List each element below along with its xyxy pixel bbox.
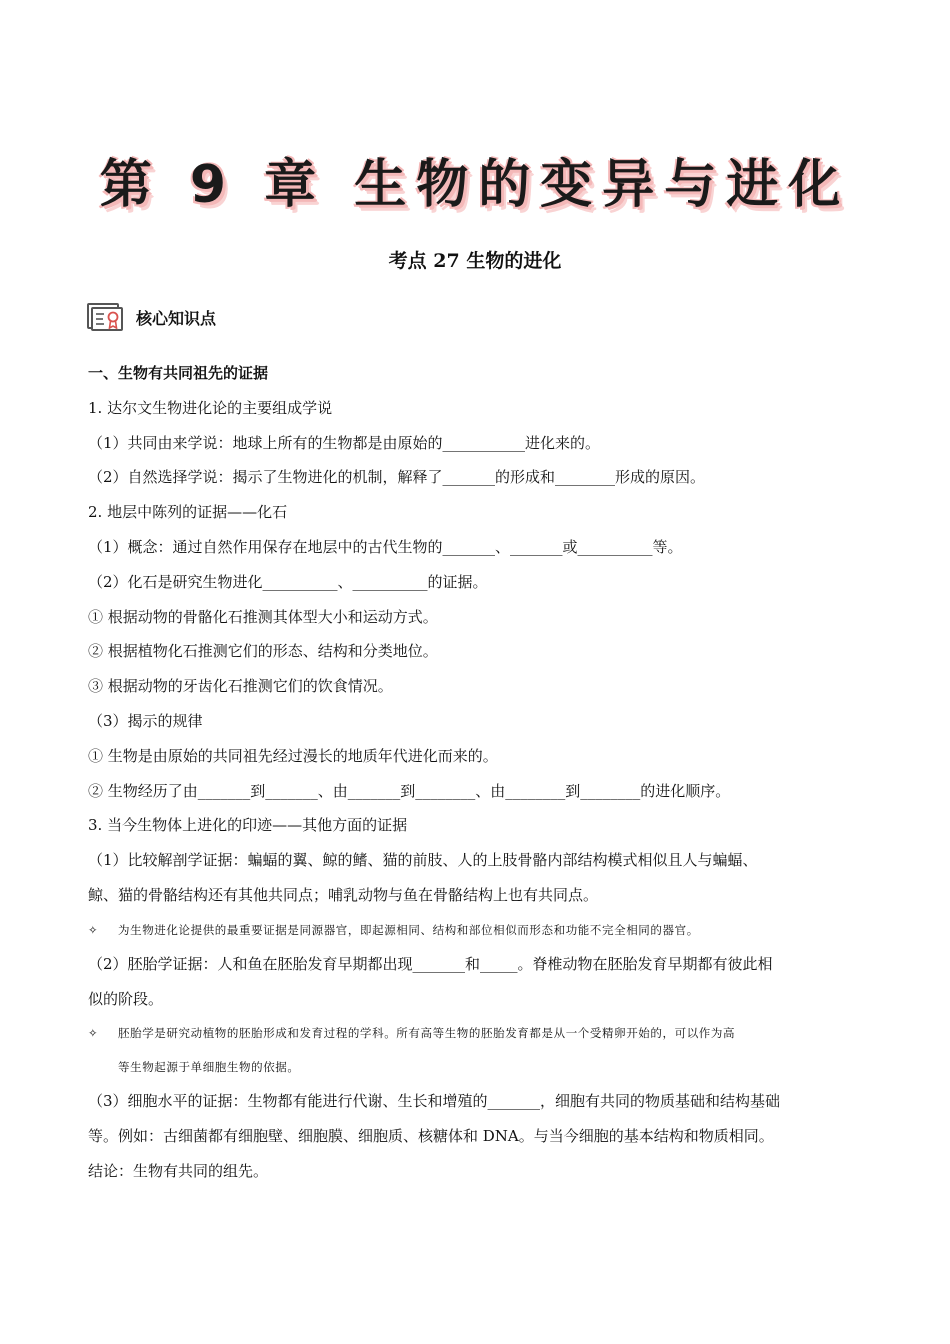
text-line: ② 生物经历了由_______到_______、由_______到________、由________到________的进化顺序。: [88, 781, 731, 800]
text-line: ② 根据植物化石推测它们的形态、结构和分类地位。: [88, 642, 438, 661]
text-line: （1）比较解剖学证据：蝙蝠的翼、鲸的鳍、猫的前肢、人的上肢骨骼内部结构模式相似且人与蝙蝠、: [88, 851, 758, 870]
note: [88, 913, 868, 947]
text-line: 等。例如：古细菌都有细胞壁、细胞膜、细胞质、核糖体和 DNA。与当今细胞的基本结构和物质相同。: [88, 1127, 774, 1146]
certificate-icon: [86, 301, 124, 333]
note-text: 胚胎学是研究动植物的胚胎形成和发育过程的学科。所有高等生物的胚胎发育都是从一个受精卵开始的，可以作为高: [118, 1026, 736, 1041]
text-line: （1）共同由来学说：地球上所有的生物都是由原始的___________进化来的。: [88, 433, 601, 452]
document-body: [88, 356, 868, 1189]
core-knowledge-label: 核心知识点: [136, 308, 217, 328]
subheading-fossil: 2. 地层中陈列的证据——化石: [88, 503, 288, 522]
text-line: 鲸、猫的骨骼结构还有其他共同点；哺乳动物与鱼在骨骼结构上也有共同点。: [88, 885, 599, 904]
text-line: ① 根据动物的骨骼化石推测其体型大小和运动方式。: [88, 607, 438, 626]
core-knowledge-heading: [86, 300, 216, 334]
text-line: （2）化石是研究生物进化__________、__________的证据。: [88, 572, 488, 591]
text-line: （2）胚胎学证据：人和鱼在胚胎发育早期都出现_______和_____。脊椎动物在胚胎发育早期都有彼此相: [88, 954, 773, 973]
text-line: （3）细胞水平的证据：生物都有能进行代谢、生长和增殖的_______，细胞有共同的物质基础和结构基础: [88, 1092, 781, 1111]
text-line: 似的阶段。: [88, 989, 164, 1008]
text-line: ③ 根据动物的牙齿化石推测它们的饮食情况。: [88, 677, 393, 696]
sparkle-icon: ✧: [88, 922, 99, 937]
text-line: （1）概念：通过自然作用保存在地层中的古代生物的_______、_______或__________等。: [88, 537, 683, 556]
chapter-title: 第 9 章 生物的变异与进化: [99, 155, 851, 215]
text-line: （3）揭示的规律: [88, 711, 203, 730]
conclusion-line: 结论：生物有共同的组先。: [88, 1161, 269, 1180]
text-line: ① 生物是由原始的共同祖先经过漫长的地质年代进化而来的。: [88, 746, 498, 765]
subheading-other-evidence: 3. 当今生物体上进化的印迹——其他方面的证据: [88, 816, 408, 835]
note-text-continued: 等生物起源于单细胞生物的依据。: [118, 1060, 300, 1075]
note: [88, 1016, 868, 1050]
heading-evidence: 一、生物有共同祖先的证据: [88, 364, 269, 382]
subheading-darwin: 1. 达尔文生物进化论的主要组成学说: [88, 398, 333, 417]
sparkle-icon: ✧: [88, 1026, 99, 1041]
text-line: （2）自然选择学说：揭示了生物进化的机制，解释了_______的形成和________形成的原因。: [88, 468, 706, 487]
note-text: 为生物进化论提供的最重要证据是同源器官，即起源相同、结构和部位相似而形态和功能不完全相同的器官。: [118, 922, 699, 937]
section-title: 考点 27 生物的进化: [388, 250, 562, 272]
